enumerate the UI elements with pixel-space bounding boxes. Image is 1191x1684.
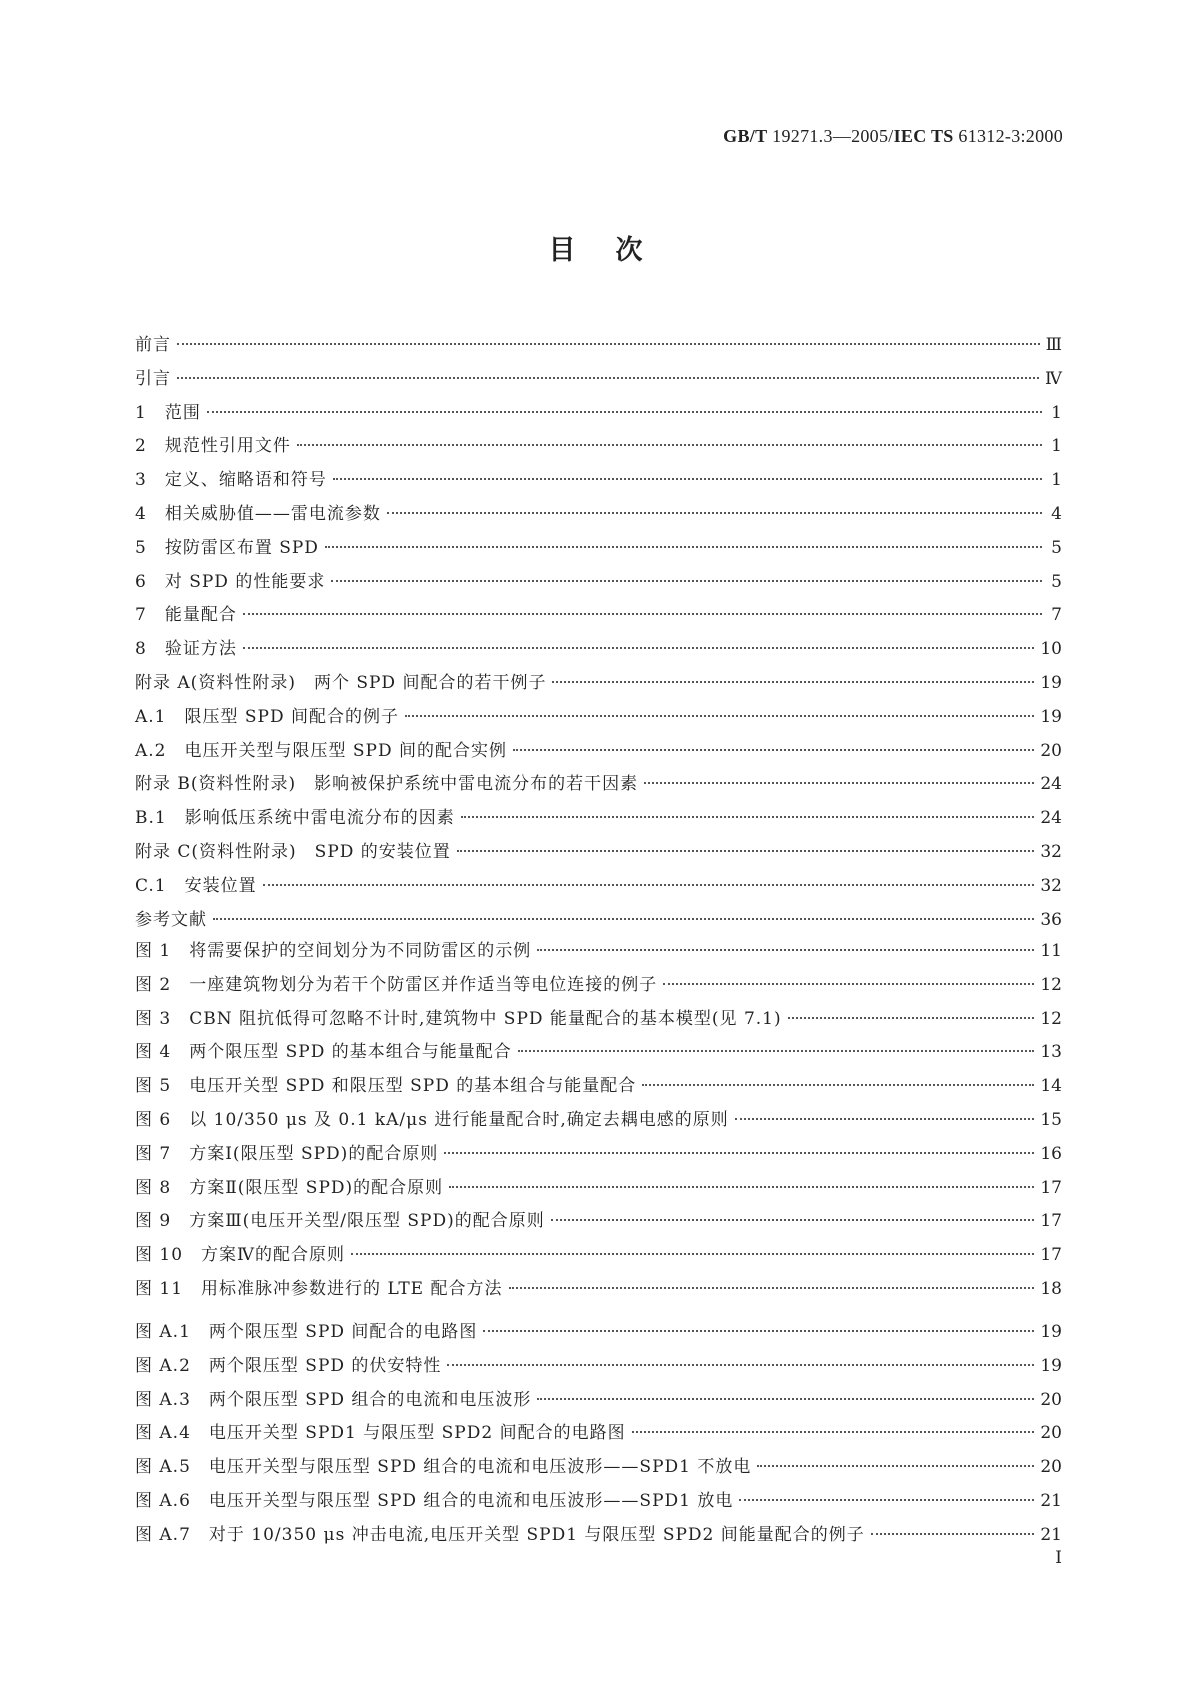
dot-leader	[405, 715, 1034, 717]
toc-entry[interactable]	[135, 1206, 1062, 1240]
toc-entry-page: 7	[1051, 605, 1062, 626]
toc-entry-label: 图 4 两个限压型 SPD 的基本组合与能量配合	[135, 1042, 512, 1063]
toc-entry-label: 附录 A(资料性附录) 两个 SPD 间配合的若干例子	[135, 672, 547, 693]
toc-entry-label: 附录 B(资料性附录) 影响被保护系统中雷电流分布的若干因素	[135, 774, 639, 795]
dot-leader	[483, 1330, 1034, 1332]
toc-entry-page: 20	[1040, 1423, 1062, 1444]
dot-leader	[331, 580, 1042, 582]
dot-leader	[177, 343, 1040, 345]
dot-leader	[735, 1118, 1035, 1120]
dot-leader	[632, 1431, 1035, 1433]
dot-leader	[243, 613, 1042, 615]
toc-entry[interactable]	[135, 1004, 1062, 1038]
toc-entry-page: 32	[1040, 875, 1062, 896]
toc-entry[interactable]	[135, 1139, 1062, 1173]
toc-entry-page: 24	[1040, 808, 1062, 829]
toc-entry-label: 图 5 电压开关型 SPD 和限压型 SPD 的基本组合与能量配合	[135, 1076, 637, 1097]
standard-number: 19271.3—2005/	[767, 126, 894, 146]
toc-entry-page: 14	[1040, 1076, 1062, 1097]
toc-entry-page: 24	[1040, 774, 1062, 795]
dot-leader	[871, 1533, 1035, 1535]
toc-entry-label: 图 8 方案Ⅱ(限压型 SPD)的配合原则	[135, 1177, 444, 1198]
toc-entry-label: 2 规范性引用文件	[135, 436, 291, 457]
toc-entry[interactable]	[135, 600, 1062, 634]
page-number: I	[1055, 1548, 1062, 1568]
dot-leader	[333, 478, 1042, 480]
toc-entry[interactable]	[135, 533, 1062, 567]
iec-number: 61312-3:2000	[953, 126, 1063, 146]
toc-entry-page: 12	[1040, 1008, 1062, 1029]
toc-entry-label: 图 9 方案Ⅲ(电压开关型/限压型 SPD)的配合原则	[135, 1211, 545, 1232]
toc-entry[interactable]	[135, 1274, 1062, 1308]
toc-entry[interactable]	[135, 871, 1062, 905]
toc-entry[interactable]	[135, 1351, 1062, 1385]
toc-entry-page: 1	[1051, 436, 1062, 457]
dot-leader	[325, 546, 1042, 548]
toc-entry-label: 图 A.5 电压开关型与限压型 SPD 组合的电流和电压波形——SPD1 不放电	[135, 1457, 752, 1478]
dot-leader	[788, 1017, 1035, 1019]
toc-entry[interactable]	[135, 905, 1062, 939]
toc-entry-label: 7 能量配合	[135, 605, 237, 626]
toc-entry-page: 11	[1040, 941, 1062, 961]
toc-entry[interactable]	[135, 1105, 1062, 1139]
toc-entry-label: 1 范围	[135, 402, 201, 423]
toc-entry-label: B.1 影响低压系统中雷电流分布的因素	[135, 808, 455, 829]
toc-entry-page: 21	[1040, 1490, 1062, 1511]
toc-entry-page: 19	[1040, 672, 1062, 693]
toc-entry[interactable]	[135, 1520, 1062, 1554]
toc-entry-page: 1	[1051, 470, 1062, 491]
toc-entry[interactable]	[135, 1418, 1062, 1452]
dot-leader	[177, 377, 1039, 379]
toc-entry[interactable]	[135, 330, 1062, 364]
dot-leader	[757, 1465, 1034, 1467]
toc-entry-label: 引言	[135, 368, 171, 389]
toc-entry-label: 图 10 方案Ⅳ的配合原则	[135, 1245, 346, 1266]
toc-entry-label: 图 A.2 两个限压型 SPD 的伏安特性	[135, 1355, 442, 1376]
toc-entry-page: 36	[1040, 909, 1062, 930]
dot-leader	[457, 850, 1035, 852]
dot-leader	[447, 1364, 1034, 1366]
dot-leader	[552, 681, 1034, 683]
toc-entry-label: 3 定义、缩略语和符号	[135, 470, 327, 491]
document-code-header	[723, 126, 1063, 147]
dot-leader	[243, 647, 1035, 649]
toc-entry-label: 图 3 CBN 阻抗低得可忽略不计时,建筑物中 SPD 能量配合的基本模型(见 7.1)	[135, 1008, 782, 1029]
toc-entry-page: 17	[1040, 1177, 1062, 1198]
dot-leader	[644, 782, 1034, 784]
dot-leader	[537, 1398, 1034, 1400]
toc-entry[interactable]	[135, 1037, 1062, 1071]
toc-entry-label: 图 A.7 对于 10/350 μs 冲击电流,电压开关型 SPD1 与限压型 SPD2 间能量配合的例子	[135, 1524, 865, 1545]
toc-entry-page: 20	[1040, 1389, 1062, 1410]
toc-entry[interactable]	[135, 1385, 1062, 1419]
toc-entry-page: 32	[1040, 841, 1062, 862]
iec-prefix: IEC TS	[893, 126, 954, 146]
toc-entry-page: 20	[1040, 1457, 1062, 1478]
toc-entry-label: 图 11 用标准脉冲参数进行的 LTE 配合方法	[135, 1278, 503, 1299]
toc-entry[interactable]	[135, 1240, 1062, 1274]
dot-leader	[461, 816, 1035, 818]
dot-leader	[663, 983, 1034, 985]
toc-entry-page: 20	[1040, 740, 1062, 761]
toc-entry-label: 参考文献	[135, 909, 207, 930]
toc-entry-label: 图 A.6 电压开关型与限压型 SPD 组合的电流和电压波形——SPD1 放电	[135, 1490, 734, 1511]
dot-leader	[739, 1499, 1034, 1501]
dot-leader	[213, 918, 1034, 920]
dot-leader	[449, 1186, 1034, 1188]
toc-entry-page: 21	[1040, 1524, 1062, 1545]
dot-leader	[537, 949, 1034, 951]
toc-entry-label: 图 1 将需要保护的空间划分为不同防雷区的示例	[135, 941, 532, 961]
toc-entry-label: 图 A.3 两个限压型 SPD 组合的电流和电压波形	[135, 1389, 532, 1410]
toc-entry-page: 15	[1040, 1109, 1062, 1130]
toc-entry[interactable]	[135, 736, 1062, 770]
toc-figures	[135, 936, 1062, 1308]
toc-entry[interactable]	[135, 668, 1062, 702]
toc-entry-page: 4	[1051, 503, 1062, 524]
toc-entry-page: 17	[1040, 1211, 1062, 1232]
standard-prefix: GB/T	[723, 126, 768, 146]
dot-leader	[518, 1050, 1035, 1052]
toc-entry-page: 19	[1040, 1355, 1062, 1376]
toc-entry-page: 10	[1040, 639, 1062, 660]
dot-leader	[297, 444, 1042, 446]
toc-entry-label: 图 6 以 10/350 μs 及 0.1 kA/μs 进行能量配合时,确定去耦电感的原则	[135, 1109, 729, 1130]
toc-entry-label: A.2 电压开关型与限压型 SPD 间的配合实例	[135, 740, 508, 761]
toc-entry[interactable]	[135, 1071, 1062, 1105]
page-title: 目次	[548, 235, 683, 266]
toc-entry-label: 图 A.1 两个限压型 SPD 间配合的电路图	[135, 1322, 478, 1342]
toc-entry-page: Ⅳ	[1045, 368, 1062, 389]
toc-entry[interactable]	[135, 1317, 1062, 1351]
toc-entry-page: Ⅲ	[1045, 335, 1062, 355]
toc-entry[interactable]	[135, 499, 1062, 533]
toc-entry[interactable]	[135, 465, 1062, 499]
toc-entry[interactable]	[135, 837, 1062, 871]
dot-leader	[444, 1152, 1034, 1154]
dot-leader	[207, 411, 1042, 413]
toc-entry[interactable]	[135, 1486, 1062, 1520]
toc-entry[interactable]	[135, 1173, 1062, 1207]
toc-entry-page: 5	[1051, 571, 1062, 592]
toc-entry-label: 前言	[135, 335, 171, 355]
toc-entry[interactable]	[135, 364, 1062, 398]
dot-leader	[509, 1287, 1035, 1289]
toc-entry-label: 4 相关威胁值——雷电流参数	[135, 503, 381, 524]
toc-entry[interactable]	[135, 398, 1062, 432]
dot-leader	[387, 512, 1042, 514]
toc-entry[interactable]	[135, 431, 1062, 465]
toc-entry[interactable]	[135, 1452, 1062, 1486]
toc-entry[interactable]	[135, 769, 1062, 803]
toc-entry-page: 16	[1040, 1143, 1062, 1164]
toc-entry-label: C.1 安装位置	[135, 875, 257, 896]
toc-entry[interactable]	[135, 634, 1062, 668]
toc-entry-label: 图 A.4 电压开关型 SPD1 与限压型 SPD2 间配合的电路图	[135, 1423, 626, 1444]
toc-entry[interactable]	[135, 702, 1062, 736]
toc-entry[interactable]	[135, 803, 1062, 837]
dot-leader	[551, 1219, 1035, 1221]
toc-entry[interactable]	[135, 936, 1062, 970]
toc-entry-label: 6 对 SPD 的性能要求	[135, 571, 326, 592]
toc-entry-page: 12	[1040, 974, 1062, 995]
toc-sections	[135, 330, 1062, 938]
toc-entry-label: 5 按防雷区布置 SPD	[135, 537, 319, 558]
toc-entry[interactable]	[135, 567, 1062, 601]
toc-entry-page: 19	[1040, 1322, 1062, 1342]
dot-leader	[351, 1253, 1034, 1255]
toc-entry-page: 19	[1040, 706, 1062, 727]
toc-entry-label: A.1 限压型 SPD 间配合的例子	[135, 706, 400, 727]
dot-leader	[263, 884, 1035, 886]
dot-leader	[642, 1084, 1034, 1086]
toc-entry-page: 13	[1040, 1042, 1062, 1063]
dot-leader	[513, 749, 1034, 751]
toc-entry-page: 1	[1051, 402, 1062, 423]
toc-entry-label: 图 2 一座建筑物划分为若干个防雷区并作适当等电位连接的例子	[135, 974, 658, 995]
toc-entry-page: 17	[1040, 1245, 1062, 1266]
toc-entry-page: 18	[1040, 1278, 1062, 1299]
toc-annex-figures	[135, 1317, 1062, 1554]
toc-entry[interactable]	[135, 970, 1062, 1004]
toc-entry-label: 图 7 方案Ⅰ(限压型 SPD)的配合原则	[135, 1143, 439, 1164]
toc-entry-label: 8 验证方法	[135, 639, 237, 660]
toc-entry-label: 附录 C(资料性附录) SPD 的安装位置	[135, 841, 451, 862]
toc-entry-page: 5	[1051, 537, 1062, 558]
